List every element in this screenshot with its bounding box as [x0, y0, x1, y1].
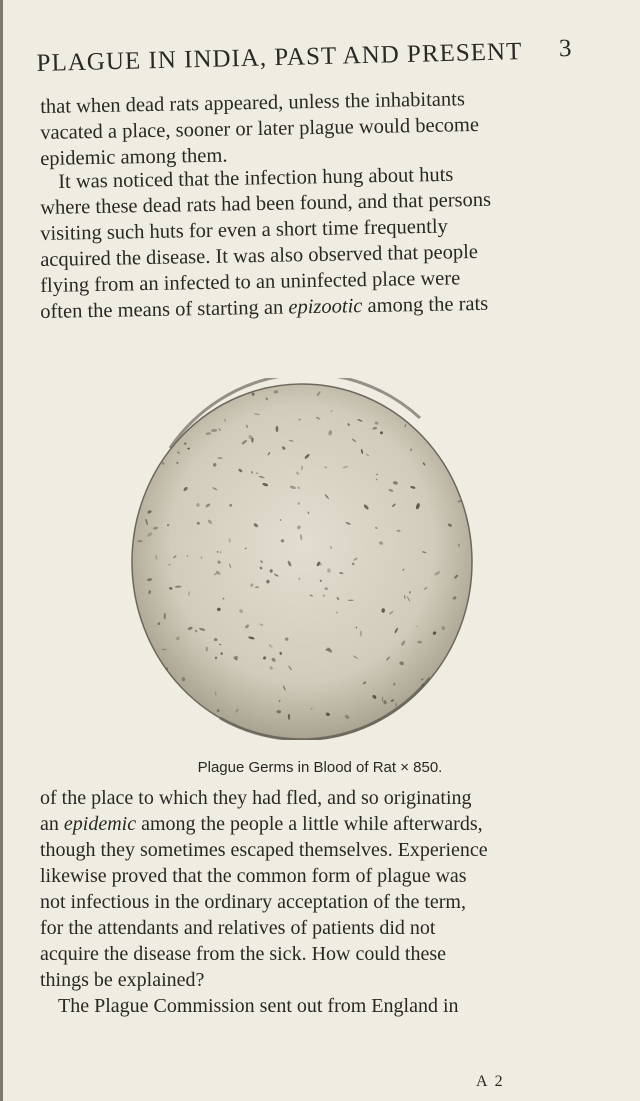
text-line: flying from an infected to an uninfected place were	[40, 267, 461, 297]
text-line: visiting such huts for even a short time frequently	[40, 215, 448, 245]
bacillus-speck	[444, 438, 447, 440]
figure-caption: Plague Germs in Blood of Rat × 850.	[197, 759, 443, 776]
bacillus-speck	[178, 697, 183, 702]
page-number: 3	[558, 34, 573, 63]
bacillus-speck	[456, 698, 460, 701]
page-edge-rule	[0, 0, 3, 1101]
text-line: likewise proved that the common form of plague was	[40, 865, 467, 887]
text-run: an	[40, 813, 64, 835]
bacillus-speck	[447, 387, 451, 390]
bacillus-speck	[139, 419, 144, 423]
text-run: often the means of starting an	[40, 296, 289, 323]
running-title: PLAGUE IN INDIA, PAST AND PRESENT	[36, 38, 523, 77]
bacillus-speck	[204, 718, 208, 724]
text-line: that when dead rats appeared, unless the inhabitants	[40, 88, 466, 118]
bacillus-speck	[435, 393, 439, 396]
bacillus-speck	[171, 698, 176, 705]
bacillus-speck	[171, 416, 175, 420]
bacillus-speck	[452, 472, 457, 474]
text-line: things be explained?	[40, 969, 205, 991]
bacillus-speck	[437, 712, 441, 716]
bacillus-speck	[452, 388, 457, 393]
blood-smear-illustration	[130, 378, 475, 740]
bacillus-speck	[426, 708, 431, 713]
bacillus-speck	[348, 600, 354, 601]
bacillus-speck	[439, 403, 444, 408]
text-line: of the place to which they had fled, and so originating	[40, 787, 472, 809]
text-line: though they sometimes escaped themselves. Experience	[40, 839, 488, 861]
bacillus-speck	[155, 704, 158, 711]
signature-mark: A 2	[476, 1073, 505, 1090]
bacillus-speck	[451, 656, 456, 662]
bacillus-speck	[152, 407, 159, 413]
text-line: acquire the disease from the sick. How could these	[40, 943, 446, 965]
bacillus-speck	[409, 719, 412, 720]
text-line: The Plague Commission sent out from England in	[58, 995, 459, 1017]
text-line: vacated a place, sooner or later plague would become	[40, 113, 480, 144]
bacillus-speck	[138, 701, 143, 704]
bacillus-speck	[424, 716, 427, 719]
text-line: for the attendants and relatives of patients did not	[40, 917, 436, 939]
italic-term: epidemic	[63, 813, 137, 835]
bacillus-speck	[139, 455, 143, 460]
bacillus-speck	[441, 674, 448, 681]
text-line: epidemic among them.	[40, 144, 228, 170]
running-header	[36, 25, 577, 78]
text-line: acquired the disease. It was also observed that people	[40, 240, 479, 271]
bacillus-speck	[197, 522, 200, 525]
bacillus-speck	[145, 688, 148, 691]
text-line: where these dead rats had been found, and that persons	[40, 188, 492, 219]
bacillus-speck	[191, 386, 198, 392]
text-line	[40, 812, 483, 836]
bacillus-speck	[194, 400, 195, 402]
bacillus-speck	[435, 386, 437, 391]
bacillus-speck	[190, 722, 194, 727]
italic-term: epizootic	[288, 295, 363, 319]
bacillus-speck	[146, 669, 150, 673]
text-line: It was noticed that the infection hung about huts	[58, 163, 454, 193]
bacillus-speck	[459, 391, 464, 396]
bacillus-speck	[395, 724, 398, 727]
bacillus-speck	[146, 712, 149, 716]
bacillus-speck	[270, 569, 273, 573]
bacillus-speck	[163, 424, 166, 426]
text-run: among the rats	[362, 292, 489, 318]
microscope-figure	[130, 378, 475, 740]
text-run: among the people a little while afterwards,	[136, 813, 483, 835]
bacillus-speck	[169, 432, 172, 435]
text-line: not infectious in the ordinary acceptation of the term,	[40, 891, 466, 913]
bacillus-speck	[144, 669, 149, 675]
bacillus-speck	[164, 701, 168, 704]
bacillus-speck	[144, 448, 147, 452]
